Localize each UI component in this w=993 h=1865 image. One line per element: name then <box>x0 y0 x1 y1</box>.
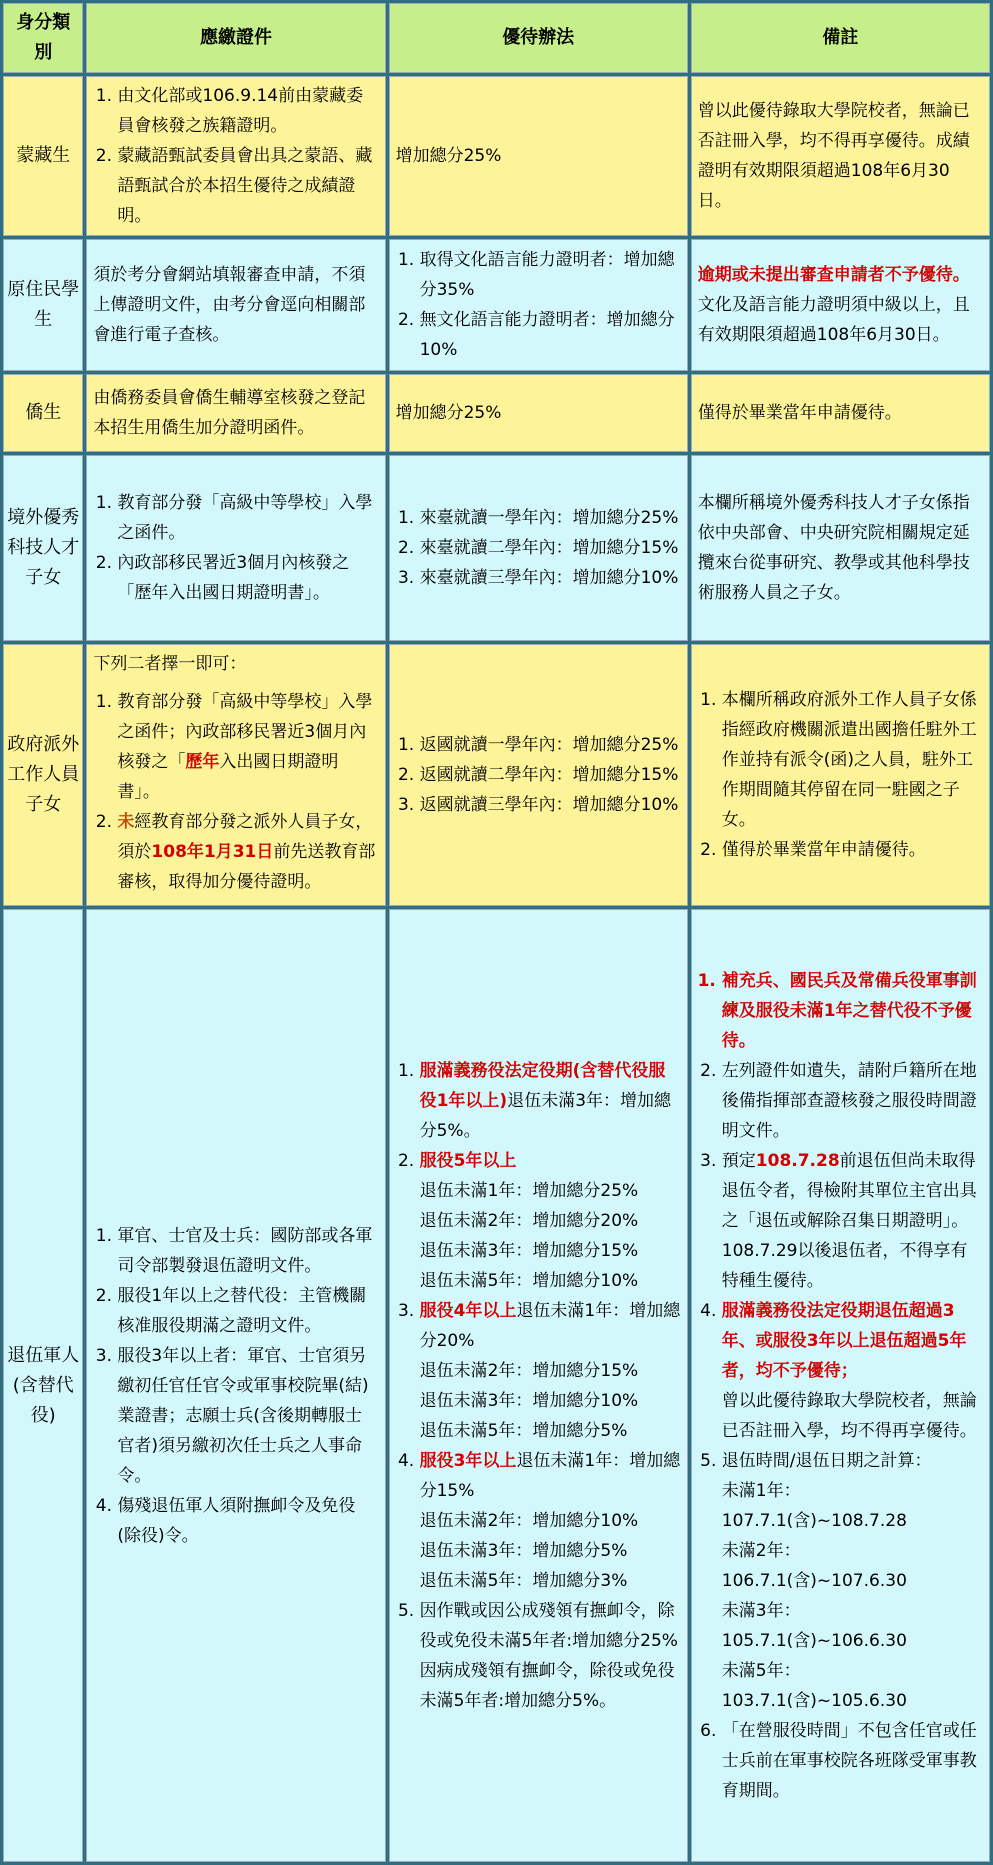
note-line: 未滿3年：105.7.1(含)~106.6.30 <box>721 1600 907 1651</box>
category-cell: 政府派外工作人員子女 <box>3 644 83 906</box>
documents-cell: 由僑務委員會僑生輔導室核發之登記本招生用僑生加分證明函件。 <box>86 374 385 452</box>
benefit-line: 退伍未滿5年：增加總分3% <box>419 1570 628 1591</box>
table-row <box>3 76 990 236</box>
category-cell: 退伍軍人(含替代役) <box>3 909 83 1862</box>
list-item <box>117 807 378 897</box>
list-item <box>420 1596 681 1716</box>
benefit-text: 退伍未滿3年：增加總分5%。 <box>419 1090 672 1141</box>
benefit-highlight: 服滿義務役法定役期(含替代役服役1年以上) <box>419 1060 666 1111</box>
list-item: 2. 僅得於畢業當年申請優待。 <box>722 835 983 865</box>
list-item <box>722 1296 983 1446</box>
benefit-cell: 增加總分25% <box>389 374 688 452</box>
documents-cell <box>86 644 385 906</box>
list-item: 1. 取得文化語言能力證明者：增加總分35% <box>420 245 681 305</box>
benefit-text: 退伍未滿1年：增加總分20% <box>419 1300 681 1351</box>
note-cell: 僅得於畢業當年申請優待。 <box>691 374 990 452</box>
note-highlight: 108.7.28 <box>755 1150 840 1171</box>
documents-cell <box>86 909 385 1862</box>
doc-text: 經教育部分發之派外人員子女，須於 <box>117 812 373 862</box>
category-cell: 境外優秀科技人才子女 <box>3 455 83 641</box>
note-line: 未滿2年：106.7.1(含)~107.6.30 <box>721 1540 907 1591</box>
list-item <box>420 1056 681 1146</box>
note-cell: 本欄所稱境外優秀科技人才子女係指依中央部會、中央研究院相關規定延攬來台從事研究、教學或其他科學技術服務人員之子女。 <box>691 455 990 641</box>
list-item: 2. 來臺就讀二學年內：增加總分15% <box>420 533 681 563</box>
list-item <box>117 687 378 807</box>
list-item: 1. 來臺就讀一學年內：增加總分25% <box>420 503 681 533</box>
list-item <box>722 1446 983 1716</box>
category-cell: 蒙藏生 <box>3 76 83 236</box>
note-text: 前退伍但尚未取得退伍令者，得檢附其單位主官出具之「退伍或解除召集日期證明」。108.7.29以後退伍者，不得享有特種生優待。 <box>721 1150 977 1291</box>
benefit-line: 退伍未滿2年：增加總分20% <box>419 1210 639 1231</box>
benefit-line: 退伍未滿5年：增加總分10% <box>419 1270 639 1291</box>
note-warning: 逾期或未提出審查申請者不予優待。 <box>697 265 970 285</box>
benefit-line: 退伍未滿5年：增加總分5% <box>419 1420 628 1441</box>
list-item: 2. 左列證件如遺失，請附戶籍所在地後備指揮部查證核發之服役時間證明文件。 <box>722 1056 983 1146</box>
benefit-line: 退伍未滿2年：增加總分10% <box>419 1510 639 1531</box>
doc-highlight: 108年1月31日 <box>151 842 274 862</box>
list-item: 1. 軍官、士官及士兵：國防部或各軍司令部製發退伍證明文件。 <box>117 1221 378 1281</box>
list-item: 2. 無文化語言能力證明者：增加總分10% <box>420 305 681 365</box>
benefit-text: 因作戰或因公成殘領有撫卹令，除役或免役未滿5年者:增加總分25% <box>419 1600 678 1651</box>
documents-intro: 下列二者擇一即可： <box>93 654 247 674</box>
category-cell: 原住民學生 <box>3 239 83 371</box>
table-row <box>3 239 990 371</box>
note-line: 未滿1年：107.7.1(含)~108.7.28 <box>721 1480 907 1531</box>
list-item: 2. 蒙藏語甄試委員會出具之蒙語、藏語甄試合於本招生優待之成績證明。 <box>117 141 378 231</box>
list-item: 2. 內政部移民署近3個月內核發之「歷年入出國日期證明書」。 <box>117 548 378 608</box>
benefit-text: 退伍未滿1年：增加總分15% <box>419 1450 681 1501</box>
benefit-highlight: 服役3年以上 <box>419 1450 517 1471</box>
doc-text: 前先送教育部審核，取得加分優待證明。 <box>117 842 376 892</box>
doc-highlight: 歷年 <box>185 752 220 772</box>
list-item <box>722 1146 983 1296</box>
list-item: 1. 補充兵、國民兵及常備兵役軍事訓練及服役未滿1年之替代役不予優待。 <box>722 966 983 1056</box>
doc-text: 入出國日期證明書」。 <box>117 752 339 802</box>
note-cell <box>691 909 990 1862</box>
benefit-cell <box>389 909 688 1862</box>
list-item: 1. 本欄所稱政府派外工作人員子女係指經政府機關派遣出國擔任駐外工作並持有派令(函)之人員，駐外工作期間隨其停留在同一駐國之子女。 <box>722 685 983 835</box>
table-row <box>3 455 990 641</box>
benefit-line: 退伍未滿3年：增加總分5% <box>419 1540 628 1561</box>
list-item: 2. 返國就讀二學年內：增加總分15% <box>420 760 681 790</box>
header-category: 身分類別 <box>3 3 83 73</box>
note-highlight: 服滿義務役法定役期退伍超過3年、或服役3年以上退伍超過5年者，均不予優待； <box>721 1300 967 1381</box>
list-item: 1. 教育部分發「高級中等學校」入學之函件。 <box>117 488 378 548</box>
note-cell <box>691 239 990 371</box>
benefit-line: 退伍未滿1年：增加總分25% <box>419 1180 639 1201</box>
note-line: 曾以此優待錄取大學院校者，無論已否註冊入學，均不得再享優待。 <box>721 1390 977 1441</box>
benefit-line: 退伍未滿2年：增加總分15% <box>419 1360 639 1381</box>
note-cell <box>691 644 990 906</box>
header-documents: 應繳證件 <box>86 3 385 73</box>
benefit-cell <box>389 455 688 641</box>
list-item: 2. 服役1年以上之替代役：主管機關核准服役期滿之證明文件。 <box>117 1281 378 1341</box>
benefit-cell <box>389 239 688 371</box>
list-item: 4. 傷殘退伍軍人須附撫卹令及免役(除役)令。 <box>117 1491 378 1551</box>
benefit-line: 退伍未滿3年：增加總分10% <box>419 1390 639 1411</box>
header-row <box>3 3 990 73</box>
list-item: 1. 返國就讀一學年內：增加總分25% <box>420 730 681 760</box>
benefit-highlight: 服役5年以上 <box>419 1150 517 1171</box>
table-row <box>3 909 990 1862</box>
list-item <box>420 1146 681 1296</box>
benefit-cell <box>389 644 688 906</box>
list-item: 6. 「在營服役時間」不包含任官或任士兵前在軍事校院各班隊受軍事教育期間。 <box>722 1716 983 1806</box>
note-line: 未滿5年：103.7.1(含)~105.6.30 <box>721 1660 907 1711</box>
documents-cell <box>86 455 385 641</box>
list-item: 3. 來臺就讀三學年內：增加總分10% <box>420 563 681 593</box>
doc-highlight: 未 <box>117 812 135 832</box>
benefit-cell: 增加總分25% <box>389 76 688 236</box>
doc-text: 教育部分發「高級中等學校」入學之函件；內政部移民署近3個月內核發之「 <box>117 692 373 772</box>
category-cell: 僑生 <box>3 374 83 452</box>
table-row <box>3 644 990 906</box>
note-text: 文化及語言能力證明須中級以上，且有效期限須超過108年6月30日。 <box>697 295 970 345</box>
header-benefit: 優待辦法 <box>389 3 688 73</box>
list-item: 3. 服役3年以上者：軍官、士官須另繳初任官任官令或軍事校院畢(結)業證書；志願士兵(含後期轉服士官者)須另繳初次任士兵之人事命令。 <box>117 1341 378 1491</box>
benefit-highlight: 服役4年以上 <box>419 1300 517 1321</box>
header-notes: 備註 <box>691 3 990 73</box>
list-item <box>420 1446 681 1596</box>
list-item: 3. 返國就讀三學年內：增加總分10% <box>420 790 681 820</box>
note-text: 退伍時間/退伍日期之計算： <box>721 1450 932 1471</box>
note-cell: 曾以此優待錄取大學院校者，無論已否註冊入學，均不得再享優待。成績證明有效期限須超過108年6月30日。 <box>691 76 990 236</box>
table-row <box>3 374 990 452</box>
list-item <box>420 1296 681 1446</box>
documents-cell <box>86 76 385 236</box>
documents-cell: 須於考分會網站填報審查申請，不須上傳證明文件，由考分會逕向相關部會進行電子查核。 <box>86 239 385 371</box>
note-text: 預定 <box>721 1150 756 1171</box>
list-item: 1. 由文化部或106.9.14前由蒙藏委員會核發之族籍證明。 <box>117 81 378 141</box>
benefit-line: 因病成殘領有撫卹令，除役或免役未滿5年者:增加總分5%。 <box>419 1660 675 1711</box>
benefit-line: 退伍未滿3年：增加總分15% <box>419 1240 639 1261</box>
